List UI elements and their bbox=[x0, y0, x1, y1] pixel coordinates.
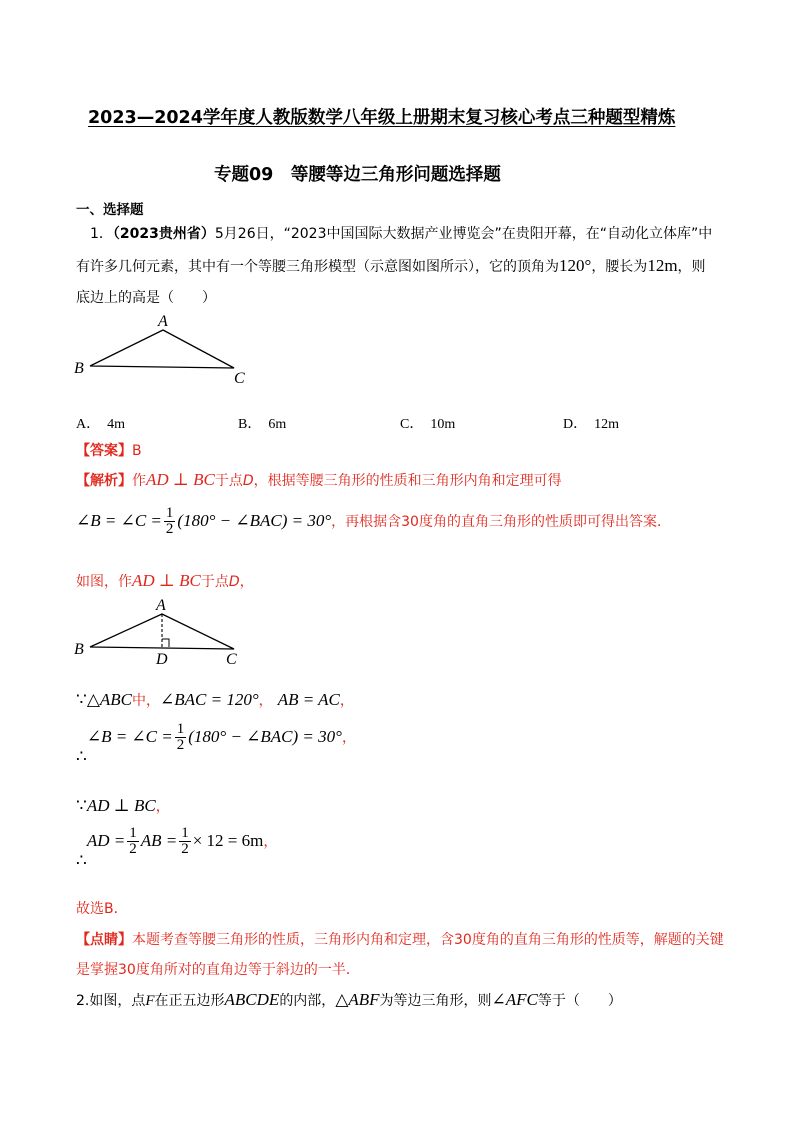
q1-line2 bbox=[76, 256, 706, 277]
fig2-label-d: D bbox=[156, 651, 168, 668]
q1-triangle-abc bbox=[90, 330, 234, 368]
step-1: ∵△ABC中，∠BAC = 120°， AB = AC， bbox=[76, 690, 354, 709]
step-3: ∵AD ⊥ BC， bbox=[76, 796, 170, 815]
right-angle-mark bbox=[162, 639, 169, 647]
comment-line-1: 【点睛】本题考查等腰三角形的性质，三角形内角和定理，含30度角的直角三角形的性质等，解题的关键 bbox=[76, 932, 724, 948]
analysis-perpendicular: AD ⊥ BC bbox=[146, 470, 215, 489]
option-b-value: 6m bbox=[268, 417, 287, 432]
option-c[interactable]: C． 10m bbox=[400, 417, 456, 432]
option-b[interactable]: B． 6m bbox=[238, 417, 287, 432]
q1-triangle-figure bbox=[66, 310, 266, 390]
analysis-tail: ，再根据含30度角的直角三角形的性质即可得出答案． bbox=[331, 514, 671, 530]
q1-leg-length: 12m bbox=[647, 256, 678, 275]
answer-value: B bbox=[132, 443, 142, 459]
section-heading: 一、选择题 bbox=[76, 202, 144, 218]
analysis-tag: 【解析】 bbox=[76, 473, 132, 489]
fig2-label-b: B bbox=[74, 641, 84, 658]
q2-line: 2.如图，点F在正五边形ABCDE的内部，△ABF为等边三角形，则∠AFC等于（ ） bbox=[76, 990, 622, 1009]
topic-subtitle: 专题09 等腰等边三角形问题选择题 bbox=[214, 165, 501, 185]
analysis-equation: ∠B = ∠C = $\frac{1}{2}$ (180° − ∠BAC) = 30°，再根据含30度角的直角三角形的性质即可得出答案． bbox=[76, 505, 671, 537]
option-d-value: 12m bbox=[594, 417, 620, 432]
option-d[interactable]: D． 12m bbox=[563, 417, 620, 432]
q1-source: （2023贵州省） bbox=[112, 226, 215, 242]
fig2-label-c: C bbox=[226, 651, 237, 668]
fraction-half: $\frac{1}{2}$ bbox=[165, 505, 174, 537]
q1-number: 1． bbox=[90, 226, 113, 242]
q1-solution-figure bbox=[66, 592, 266, 672]
fig2-label-a: A bbox=[156, 597, 166, 614]
solution-intro: 如图，作AD ⊥ BC于点D， bbox=[76, 571, 254, 590]
step-4: ∴AD = $\frac{1}{2}$ AB = $\frac{1}{2}$ × 12 = 6m， bbox=[76, 825, 278, 870]
q1-line1 bbox=[90, 224, 712, 244]
q1-text-2: 有许多几何元素，其中有一个等腰三角形模型（示意图如图所示），它的顶角为 bbox=[76, 259, 559, 275]
comment-tag: 【点睛】 bbox=[76, 932, 132, 948]
q1-text-1: 5月26日，“2023中国国际大数据产业博览会”在贵阳开幕，在“自动化立体库”中 bbox=[214, 226, 713, 242]
option-a[interactable]: A． 4m bbox=[76, 417, 126, 432]
q1-line3: 底边上的高是（ ） bbox=[76, 290, 216, 306]
answer-tag: 【答案】 bbox=[76, 443, 132, 459]
q1-apex-angle: 120° bbox=[559, 256, 592, 275]
document-title: 2023—2024学年度人教版数学八年级上册期末复习核心考点三种题型精炼 bbox=[88, 108, 676, 128]
analysis-line: 【解析】作AD ⊥ BC于点D，根据等腰三角形的性质和三角形内角和定理可得 bbox=[76, 470, 562, 489]
step-2: ∴∠B = ∠C = $\frac{1}{2}$ (180° − ∠BAC) = 30°， bbox=[76, 721, 356, 766]
q1-label-c: C bbox=[234, 370, 245, 387]
q1-text-3: ，腰长为 bbox=[591, 259, 648, 275]
option-c-value: 10m bbox=[430, 417, 456, 432]
q1-label-a: A bbox=[158, 313, 168, 330]
q1-label-b: B bbox=[74, 360, 84, 377]
comment-line-2: 是掌握30度角所对的直角边等于斜边的一半． bbox=[76, 962, 360, 978]
option-a-value: 4m bbox=[107, 417, 126, 432]
choose-line: 故选B． bbox=[76, 901, 128, 917]
answer-line bbox=[76, 441, 142, 461]
q1-text-4: ，则 bbox=[677, 259, 706, 275]
